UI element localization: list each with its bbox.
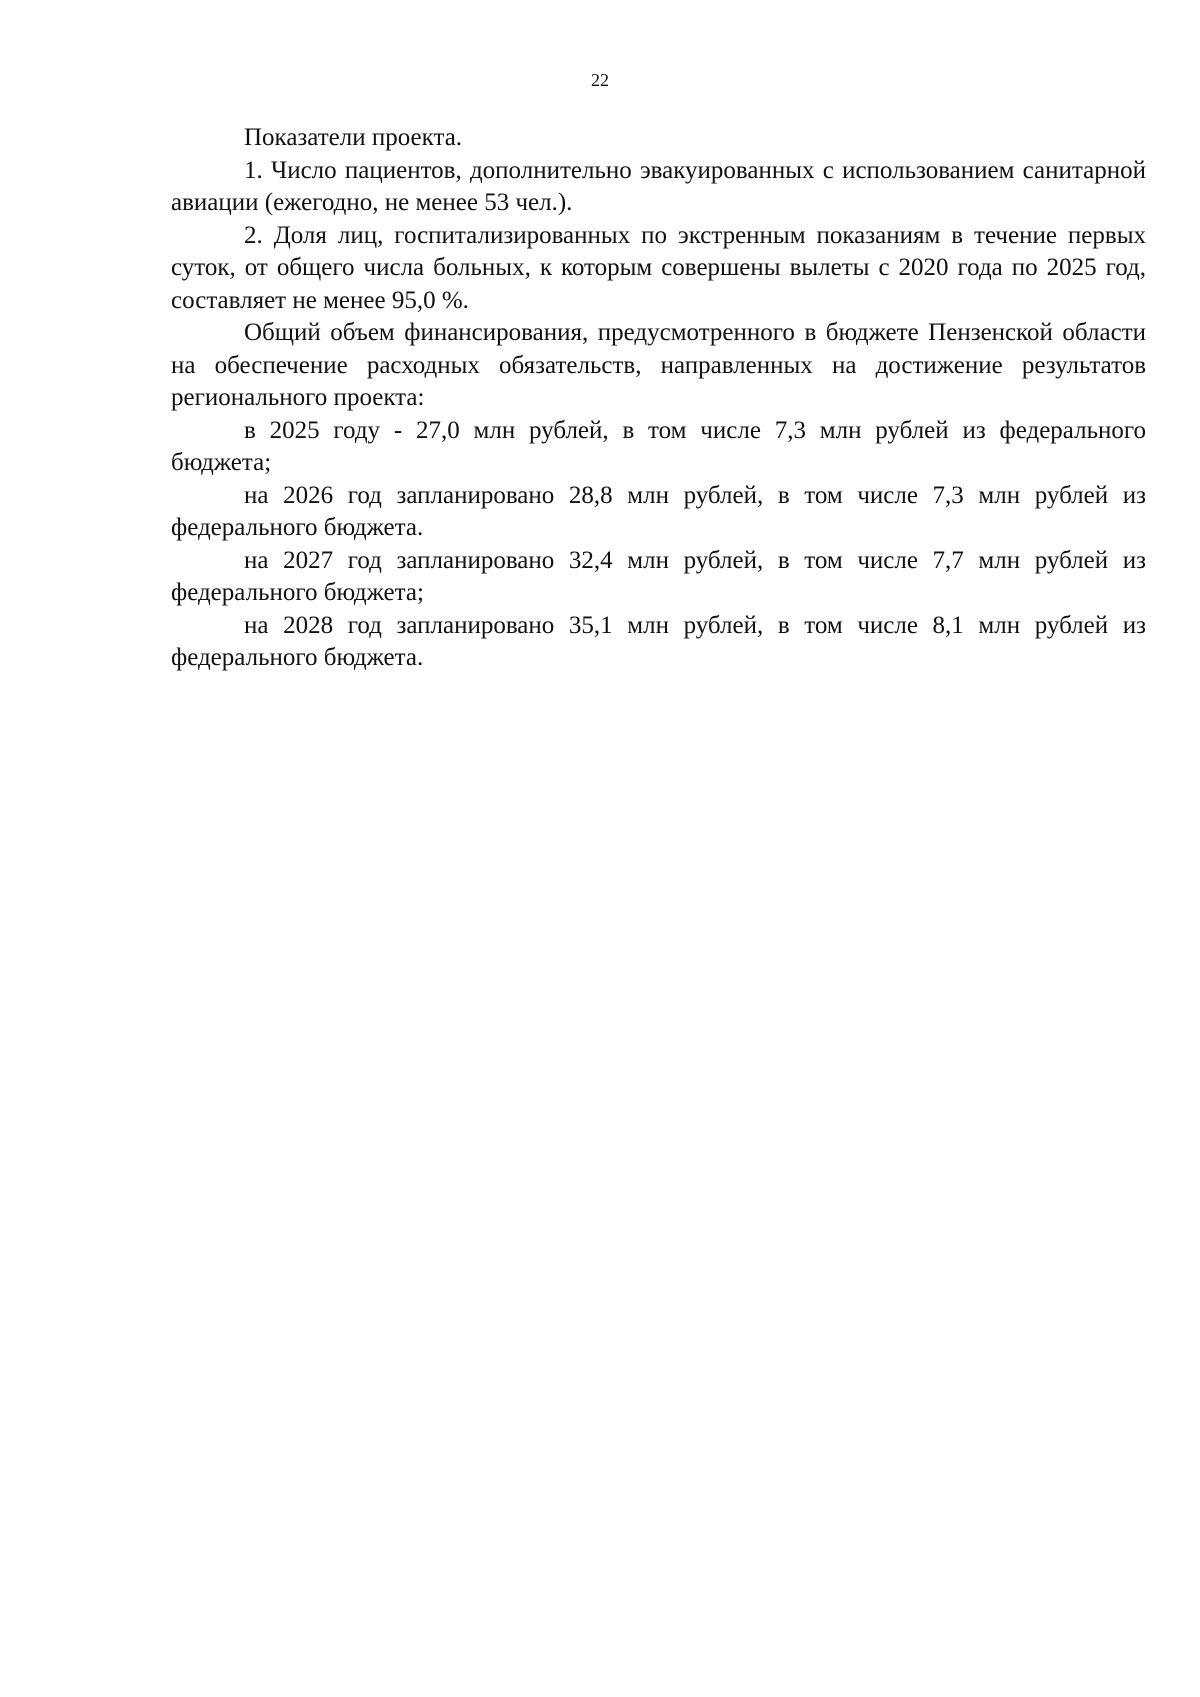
paragraph-project-indicators-heading: Показатели проекта. (244, 124, 463, 151)
paragraph-indicator-2: 2. Доля лиц, госпитализированных по экстренным показаниям в течение первых суток, от общего числа больных, к которым совершены вылеты с 2020 года по 2025 год, составляет не менее 95,0 %. (171, 221, 1146, 314)
document-body (171, 122, 1146, 675)
page-number: 22 (591, 70, 609, 90)
paragraph-financing-2025: в 2025 году - 27,0 млн рублей, в том числе 7,3 млн рублей из федерального бюджета; (171, 416, 1146, 476)
paragraph-financing-2027: на 2027 год запланировано 32,4 млн рублей, в том числе 7,7 млн рублей из федерального бюджета; (171, 546, 1146, 606)
paragraph-financing-intro: Общий объем финансирования, предусмотренного в бюджете Пензенской области на обеспечение расходных обязательств, направленных на достижение результатов регионального проекта: (171, 319, 1146, 411)
paragraph-financing-2028: на 2028 год запланировано 35,1 млн рублей, в том числе 8,1 млн рублей из федерального бюджета. (171, 611, 1146, 671)
paragraph-financing-2026: на 2026 год запланировано 28,8 млн рублей, в том числе 7,3 млн рублей из федерального бюджета. (171, 481, 1146, 541)
paragraph-indicator-1: 1. Число пациентов, дополнительно эвакуированных с использованием санитарной авиации (ежегодно, не менее 53 чел.). (171, 156, 1146, 216)
